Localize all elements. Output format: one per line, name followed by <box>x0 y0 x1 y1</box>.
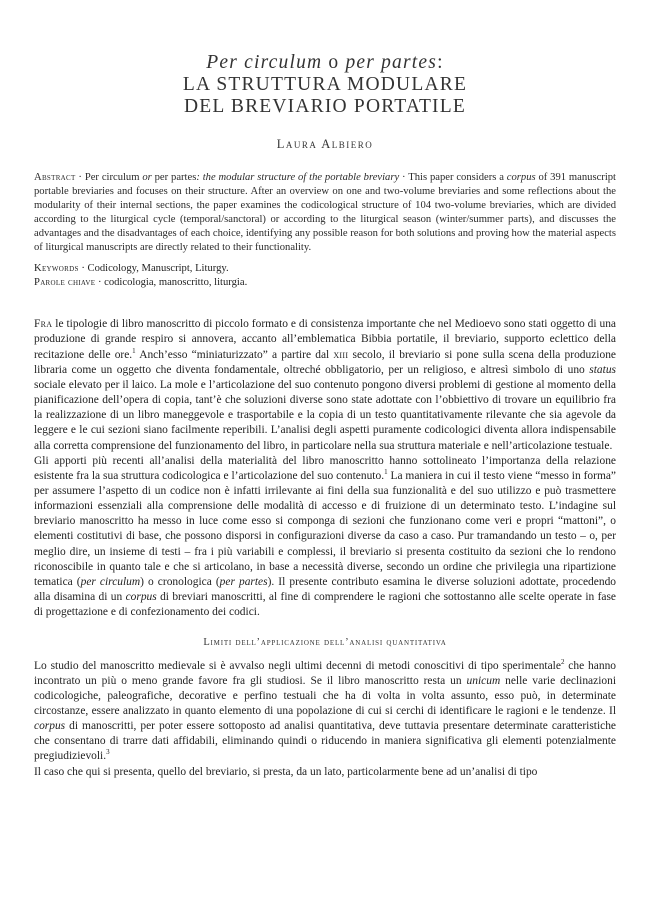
p1-text-d: sociale elevato per il laico. La mole e l’articolazione del suo contenuto pongono diversi problemi di gestione al momento della pianificazione dell’opera di copia, tant’è che soluzioni diverse sono state adottate con l’obbiettivo di trovare un equilibrio fra la realizzazione di un libro maneggevole e trasportabile e la copia di un testo quantitativamente rilevante che sia agevole da leggere e le cui sezioni siano facilmente reperibili. L’analisi degli aspetti puramente codicologici diventa allora indispensabile alla corretta comprensione del funzionamento del libro, in particolare nella sua struttura materiale e nell’articolazione testuale. <box>34 378 616 452</box>
keywords-block <box>34 262 616 290</box>
parole-chiave-label: Parole chiave <box>34 277 96 289</box>
title-conjunction: o <box>322 52 346 73</box>
title-italic-per-partes: per partes <box>345 52 438 73</box>
p3-corpus: corpus <box>34 720 66 733</box>
p3-text-b: che hanno incontrato un più o meno grande favore fra gli studiosi. Se il libro manoscritto resta un <box>34 659 617 687</box>
p3-text-a: Lo studio del manoscritto medievale si è avvalso negli ultimi decenni di metodi conoscitivi di tipo sperimentale <box>34 659 561 672</box>
p3-text-c: nelle varie declinazioni codicologiche, paleografiche, decorative e perfino testuali che ha di volta in volta assunto, esso può, in determinate circostanze, essere analizzato in quanto elemento di una popolazione di cui si cerchi di identificare le ragioni e le tendenze. Il <box>34 674 616 717</box>
title-line-2: LA STRUTTURA MODULARE <box>182 74 468 95</box>
p2-corpus: corpus <box>125 591 157 604</box>
section-heading: Limiti dell’applicazione dell’analisi quantitativa <box>203 637 447 649</box>
abstract-title-c: per partes <box>151 172 197 183</box>
p2-text-a: Gli apporti più recenti all’analisi della materialità del libro manoscritto hanno sottolineato l’importanza della relazione esistente fra la sua struttura codicologica e l’articolazione del suo contenuto. <box>34 454 616 482</box>
abstract-title-or: or <box>142 172 152 183</box>
p2-per-partes: per partes <box>219 575 268 588</box>
p2-text-e: di breviari manoscritti, al fine di comprendere le ragioni che sottostanno alle scelte operate in fase di progettazione e di confezionamento dei codici. <box>34 591 616 619</box>
p2-text-c: ) o cronologica ( <box>140 575 220 588</box>
title-line-1 <box>34 52 616 74</box>
parole-chiave-text: · codicologia, manoscritto, liturgia. <box>95 277 248 289</box>
p3-unicum: unicum <box>466 674 501 687</box>
p1-text-b: Anch’esso “miniaturizzato” a partire dal <box>135 348 334 361</box>
p1-text-c: secolo, il breviario si pone sulla scena della produzione libraria come un oggetto che diventa fondamentale, oltreché obbligatorio, per un religioso, e altresì simbolo di uno <box>34 348 616 376</box>
p1-status: status <box>589 363 616 376</box>
p2-text-d: ). Il presente contributo esamina le diverse soluzioni adottate, procedendo alla disamina di un <box>34 575 617 604</box>
abstract-text-a: · This paper considers a <box>399 172 507 183</box>
paragraph-4 <box>34 765 616 780</box>
paragraph-1 <box>34 317 616 453</box>
article-body <box>34 317 616 780</box>
keywords-line <box>34 262 616 276</box>
abstract-separator: · <box>75 172 85 183</box>
page <box>34 0 616 780</box>
author-name: Laura Albiero <box>276 137 374 151</box>
footnote-ref-1b[interactable]: 1 <box>384 468 388 476</box>
keywords-text: · Codicology, Manuscript, Liturgy. <box>78 263 229 275</box>
footnote-ref-3[interactable]: 3 <box>106 748 110 757</box>
abstract-english-title: : the modular structure of the portable breviary <box>196 172 400 183</box>
paragraph-3 <box>34 659 616 765</box>
abstract-label: Abstract <box>34 172 76 183</box>
p1-text-a: le tipologie di libro manoscritto di piccolo formato e di consistenza importante che nel Medioevo sono stati oggetto di una produzione di grande respiro si annovera, accanto all’emblematica Bibbia portatile, il breviario, supporto eclettico della recitazione delle ore. <box>34 318 616 361</box>
abstract-text-b: of 391 manuscript portable breviaries and focuses on their structure. After an overview on one and two-volume breviaries and some reflections about the modularity of their internal sections, the paper examines the codicological structure of 104 two-volume breviaries, which are divided according to the liturgical cycle (temporal/sanctoral) or according to the liturgical season (winter/summer parts), and discusses the advantages and the disadvantages of each choice, identifying any possible reason for both solutions and proving how the material aspects of liturgical manuscripts are directly related to their functionality. <box>34 172 617 253</box>
paragraph-2 <box>34 454 616 621</box>
footnote-ref-1[interactable]: 1 <box>132 346 136 355</box>
title-colon: : <box>437 52 444 73</box>
p3-text-d: di manoscritti, per poter essere sottoposto ad analisi quantitativa, deve tuttavia presentare determinate caratteristiche che consentano di trarre dati affidabili, eliminando quindi o riducendo in maniera significativa gli elementi potenzialmente pregiudizievoli. <box>34 720 616 763</box>
p2-per-circulum: per circulum <box>80 575 141 588</box>
title-italic-per-circulum: Per circulum <box>206 52 323 73</box>
keywords-label: Keywords <box>34 263 79 275</box>
article-title <box>34 52 616 118</box>
p1-century: xiii <box>333 348 349 361</box>
footnote-ref-2[interactable]: 2 <box>560 657 565 666</box>
abstract-title-a: Per circulum <box>84 172 143 183</box>
abstract-corpus: corpus <box>506 172 536 183</box>
abstract <box>34 171 616 254</box>
parole-chiave-line <box>34 276 616 290</box>
p4-text-a: Il caso che qui si presenta, quello del breviario, si presta, da un lato, particolarmente bene ad un’analisi di tipo <box>34 765 538 778</box>
p2-text-b: La maniera in cui il testo viene “messo in forma” per assumere l’aspetto di un codice non è infatti irrilevante ai fini della sua funzionalità e del suo utilizzo e può trasmettere informazioni essenziali alla comprensione delle modalità di accesso e di fruizione di un determinato testo. L’indagine sul breviario manoscritto ha messo in luce come esso si componga di sezioni che funzionano come veri e propri “mattoni”, o elementi costitutivi di base, che possono disporsi in configurazioni diverse da caso a caso. Pur tramandando un testo – o, per meglio dire, un insieme di testi – fra i più variabili e complessi, il breviario si presenta costituito da sezioni che lo rendono riconoscibile in quanto tale e che si articolano, in base a necessità diverse, secondo un ordine che privilegia una ripartizione tematica ( <box>34 469 616 588</box>
title-line-3: DEL BREVIARIO PORTATILE <box>184 96 466 117</box>
p1-initial-word: Fra <box>34 318 53 331</box>
